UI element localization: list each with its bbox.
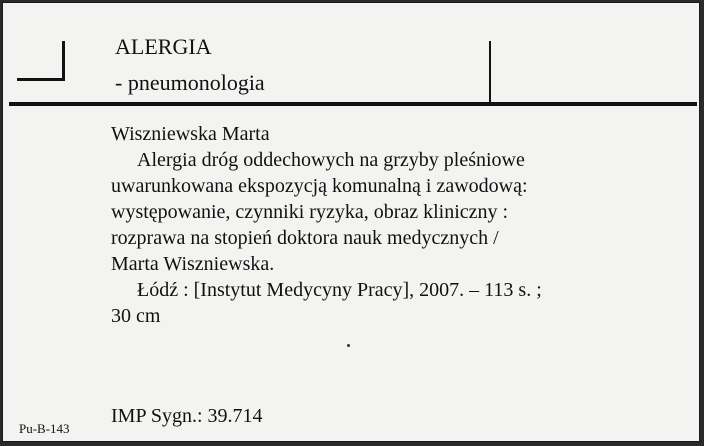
title-line: występowanie, czynniki ryzyka, obraz kliniczny : xyxy=(111,201,509,223)
ink-dot xyxy=(347,344,350,347)
author-line: Wiszniewska Marta xyxy=(111,123,270,145)
imprint-line: 30 cm xyxy=(111,305,161,327)
title-line: rozprawa na stopień doktora nauk medycznych / xyxy=(111,227,499,249)
corner-bracket-mark xyxy=(17,41,65,81)
catalog-card xyxy=(2,2,700,442)
title-line: uwarunkowana ekspozycją komunalną i zawodową: xyxy=(111,175,528,197)
bibliographic-entry xyxy=(111,121,651,329)
imprint-line: Łódź : [Instytut Medycyny Pracy], 2007. – 113 s. ; xyxy=(137,279,542,301)
title-line: Marta Wiszniewska. xyxy=(111,253,275,275)
heading-vertical-rule xyxy=(489,41,491,103)
call-number: IMP Sygn.: 39.714 xyxy=(111,405,263,427)
subject-heading xyxy=(115,29,265,101)
shelf-mark: Pu-B-143 xyxy=(19,421,70,436)
subject-subheading: - pneumonologia xyxy=(115,70,265,95)
subject-title: ALERGIA xyxy=(115,34,212,59)
title-line: Alergia dróg oddechowych na grzyby pleśniowe xyxy=(137,149,525,171)
heading-horizontal-rule xyxy=(9,102,697,106)
